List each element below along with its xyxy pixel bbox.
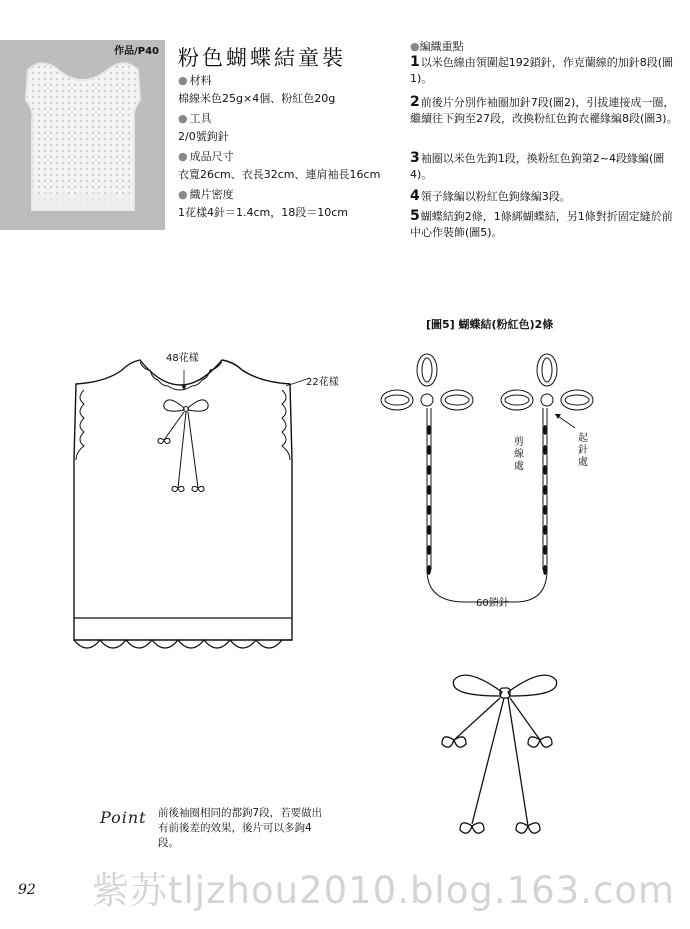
right-motif-center [541,394,553,406]
product-photo [0,40,165,230]
tool-value: 2/0號鉤針 [178,130,229,143]
garment-outline [74,360,292,640]
material-heading: ● 材料 [178,74,212,87]
chain-stitches [427,425,547,575]
start-label: 起針處 [578,433,588,468]
tool-heading: ● 工具 [178,112,212,125]
chain-label: 60鎖針 [476,598,509,609]
left-motif-center [421,394,433,406]
size-heading: ● 成品尺寸 [178,150,234,163]
work-tag: 作品/P40 [114,46,159,57]
page-number: 92 [18,882,36,898]
neck-scallop [140,362,222,390]
step-2: 2前後片分別作袖圈加針7段(圖2)，引拔連接成一圈，繼續往下鉤至27段，改換粉紅色鉤衣襬緣編8段(圖3)。 [410,94,678,125]
hem-scallops [74,640,292,648]
steps-heading: ●編織重點 [410,40,464,53]
step-1: 1以米色線由領圍起192鎖針，作克蘭線的加針8段(圖1)。 [410,54,674,85]
vest-photo-illustration [0,40,165,230]
gauge-heading: ● 織片密度 [178,188,234,201]
figure5-diagram [375,340,605,620]
garment-diagram [60,340,320,670]
watermark: 紫苏tljzhou2010.blog.163.com [92,869,676,912]
figure5-title: [圖5] 蝴蝶結(粉紅色)2條 [426,318,554,331]
point-label: Point [100,808,147,827]
step-5: 5蝴蝶結鉤2條，1條綁蝴蝶結，另1條對折固定縫於前中心作裝飾(圖5)。 [410,208,673,239]
left-armhole-scallop [76,390,84,460]
step-4: 4領子緣編以粉紅色鉤緣編3段。 [410,188,571,204]
gauge-value: 1花樣4針＝1.4cm，18段＝10cm [178,206,349,219]
right-armhole-scallop [282,390,290,460]
material-value: 棉線米色25g×4個、粉紅色20g [178,92,336,105]
neck-label: 48花樣 [166,353,199,364]
garment-bow [158,400,208,492]
cut-label: 剪線處 [514,437,524,472]
point-text: 前後袖圈相同的都鉤7段，若要做出有前後差的效果，後片可以多鉤4段。 [158,807,323,849]
armhole-label: 22花樣 [306,377,339,388]
page-title: 粉色蝴蝶結童裝 [178,46,346,70]
step-3: 3袖圈以米色先鉤1段，換粉紅色鉤第2~4段緣編(圖4)。 [410,150,665,181]
large-bow-diagram [430,662,580,852]
chain-path [427,408,547,602]
size-value: 衣寬26cm、衣長32cm、連肩袖長16cm [178,168,381,181]
